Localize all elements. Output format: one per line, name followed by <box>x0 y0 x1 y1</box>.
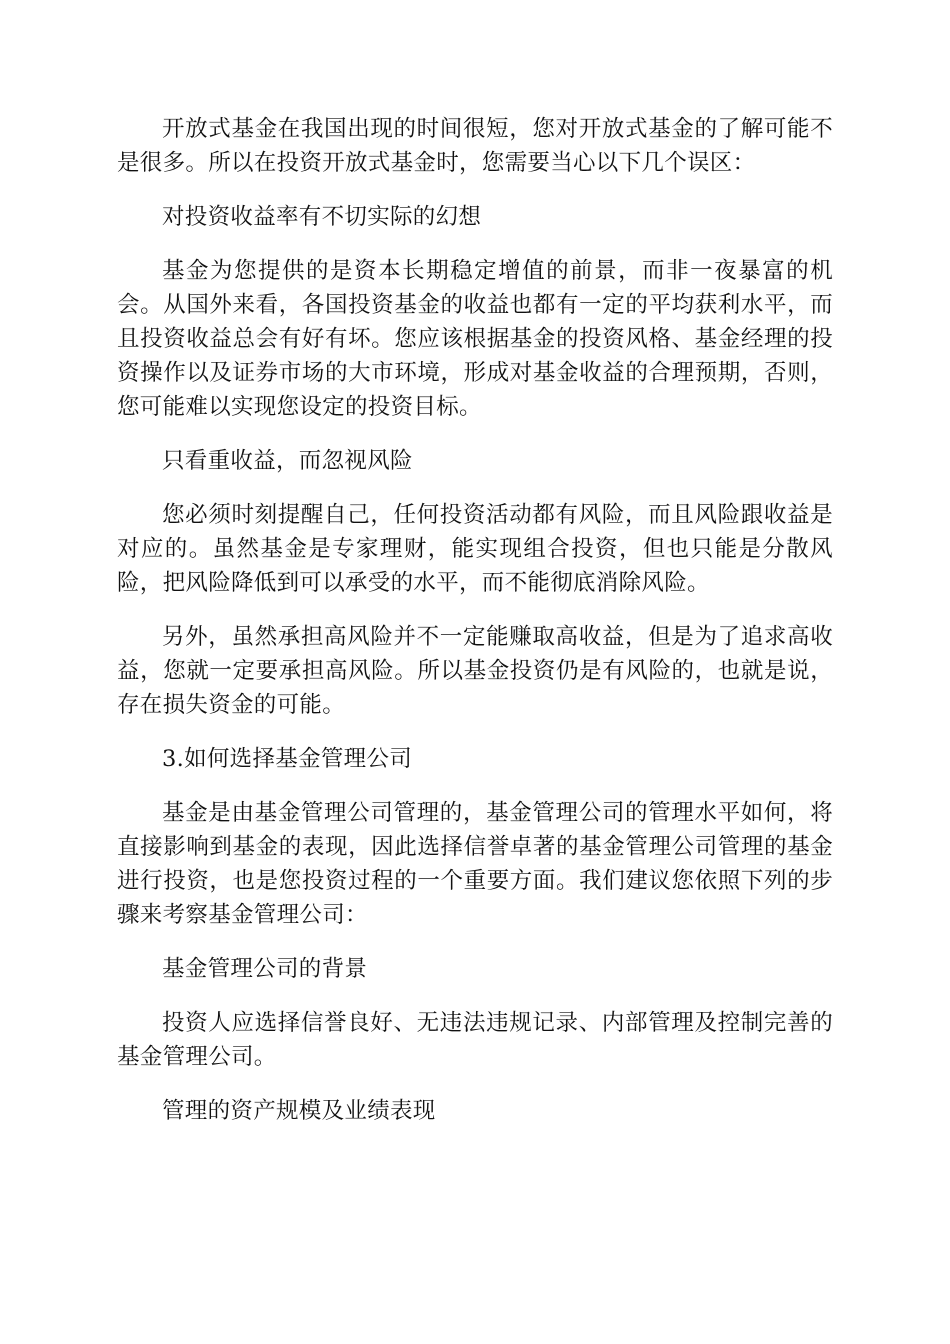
section-heading: 3.如何选择基金管理公司 <box>162 746 413 772</box>
section-heading: 管理的资产规模及业绩表现 <box>162 1098 436 1124</box>
section-heading: 基金管理公司的背景 <box>162 956 368 982</box>
section-heading: 对投资收益率有不切实际的幻想 <box>162 204 482 230</box>
document-page <box>117 112 833 1148</box>
body-paragraph: 您必须时刻提醒自己，任何投资活动都有风险，而且风险跟收益是对应的。虽然基金是专家理财，能实现组合投资，但也只能是分散风险，把风险降低到可以承受的水平，而不能彻底消除风险。 <box>117 502 833 596</box>
body-paragraph: 开放式基金在我国出现的时间很短，您对开放式基金的了解可能不是很多。所以在投资开放式基金时，您需要当心以下几个误区： <box>117 116 833 176</box>
body-paragraph: 基金为您提供的是资本长期稳定增值的前景，而非一夜暴富的机会。从国外来看，各国投资基金的收益也都有一定的平均获利水平，而且投资收益总会有好有坏。您应该根据基金的投资风格、基金经理的投资操作以及证券市场的大市环境，形成对基金收益的合理预期，否则，您可能难以实现您设定的投资目标。 <box>117 258 833 420</box>
body-paragraph: 投资人应选择信誉良好、无违法违规记录、内部管理及控制完善的基金管理公司。 <box>117 1010 833 1070</box>
section-heading: 只看重收益，而忽视风险 <box>162 448 413 474</box>
body-paragraph: 基金是由基金管理公司管理的，基金管理公司的管理水平如何，将直接影响到基金的表现，因此选择信誉卓著的基金管理公司管理的基金进行投资，也是您投资过程的一个重要方面。我们建议您依照下列的步骤来考察基金管理公司： <box>117 800 833 928</box>
body-paragraph: 另外，虽然承担高风险并不一定能赚取高收益，但是为了追求高收益，您就一定要承担高风险。所以基金投资仍是有风险的，也就是说，存在损失资金的可能。 <box>117 624 833 718</box>
